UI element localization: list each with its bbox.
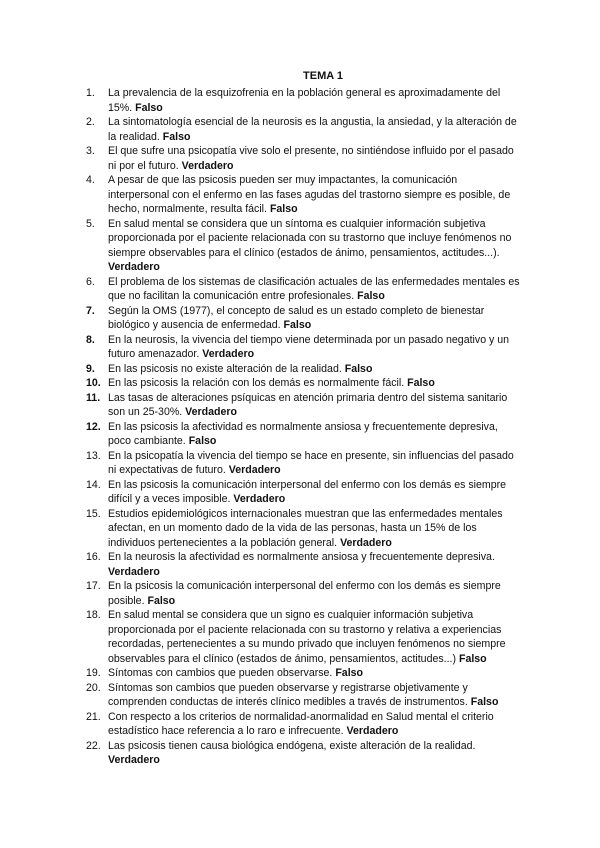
item-number: 19. <box>86 667 101 679</box>
list-item <box>86 507 520 551</box>
item-content <box>108 217 520 275</box>
item-content <box>108 173 520 217</box>
item-content <box>108 579 520 608</box>
list-item <box>86 739 520 768</box>
answer-label: Verdadero <box>108 565 160 578</box>
list-item <box>86 608 520 666</box>
item-content <box>108 449 520 478</box>
question-text: El problema de los sistemas de clasificación actuales de las enfermedades mentales es que no facilitan la comunicación entre profesionales. <box>108 275 520 302</box>
answer-label: Verdadero <box>181 159 234 172</box>
question-text: En salud mental se considera que un signo es cualquier información subjetiva proporcionada por el paciente relacionada con su trastorno y relativa a experiencias recordadas, pertenecientes a su mundo privado que incluyen fenómenos no siempre observables para el clínico (estados de ánimo, pensamientos, actitudes...) <box>108 609 506 665</box>
question-text: En las psicosis la afectividad es normalmente ansiosa y frecuentemente depresiva, poco cambiante. <box>108 420 498 447</box>
answer-label: Falso <box>147 594 176 607</box>
item-content <box>108 550 520 579</box>
item-number: 18. <box>86 609 101 621</box>
list-item <box>86 333 520 362</box>
question-text: En salud mental se considera que un síntoma es cualquier información subjetiva proporcionada por el paciente relacionada con su trastorno que incluye fenómenos no siempre observables para el clínico (estados de ánimo, pensamientos, actitudes...). <box>108 217 512 259</box>
item-number: 5. <box>86 217 95 230</box>
list-item <box>86 362 520 377</box>
list-item <box>86 420 520 449</box>
answer-label: Falso <box>470 696 499 708</box>
item-number: 20. <box>86 681 101 694</box>
question-text: La prevalencia de la esquizofrenia en la población general es aproximadamente del 15%. <box>108 87 501 114</box>
item-number: 13. <box>86 449 101 462</box>
list-item <box>86 376 520 391</box>
item-number: 15. <box>86 507 101 520</box>
list-item <box>86 579 520 608</box>
item-content <box>108 608 520 666</box>
answer-label: Falso <box>335 667 363 679</box>
answer-label: Falso <box>162 130 191 143</box>
question-text: La sintomatología esencial de la neurosis es la angustia, la ansiedad, y la alteración de la realidad. <box>108 116 517 143</box>
item-number: 14. <box>86 478 101 491</box>
list-item <box>86 681 520 710</box>
item-content <box>108 391 520 420</box>
answer-label: Falso <box>344 362 373 375</box>
item-number: 12. <box>86 420 101 433</box>
answer-label: Falso <box>407 377 435 389</box>
item-content <box>108 681 520 710</box>
item-content <box>108 115 520 144</box>
answer-label: Verdadero <box>233 493 286 505</box>
question-text: En las psicosis la relación con los demás es normalmente fácil. <box>108 377 405 389</box>
question-text: Estudios epidemiológicos internacionales muestran que las enfermedades mentales afectan, en un momento dado de la vida de las personas, hasta un 15% de los individuos pertenecientes a la población general. <box>108 507 503 549</box>
answer-label: Verdadero <box>228 464 281 476</box>
item-number: 10. <box>86 377 101 389</box>
item-number: 21. <box>86 710 101 723</box>
answer-label: Verdadero <box>202 348 255 360</box>
question-text: El que sufre una psicopatía vive solo el presente, no sintiéndose influido por el pasado ni por el futuro. <box>108 145 514 172</box>
answer-label: Verdadero <box>185 406 237 418</box>
item-number: 11. <box>86 391 101 404</box>
item-number: 4. <box>86 174 95 186</box>
question-text: En las psicosis no existe alteración de la realidad. <box>108 362 342 375</box>
item-content <box>108 304 520 333</box>
list-item <box>86 710 520 739</box>
question-text: En las psicosis la comunicación interpersonal del enfermo con los demás es siempre difícil y a veces imposible. <box>108 478 507 505</box>
item-content <box>108 478 520 507</box>
item-content <box>108 710 520 739</box>
question-text: Las psicosis tienen causa biológica endógena, existe alteración de la realidad. <box>108 739 476 752</box>
page-title: TEMA 1 <box>303 70 343 82</box>
item-content <box>108 144 520 173</box>
answer-label: Verdadero <box>340 536 392 549</box>
list-item <box>86 144 520 173</box>
item-number: 9. <box>86 362 95 375</box>
question-text: Las tasas de alteraciones psíquicas en atención primaria dentro del sistema sanitario son un 25-30%. <box>108 391 508 418</box>
item-content <box>108 666 520 681</box>
item-number: 3. <box>86 145 95 157</box>
answer-label: Verdadero <box>108 261 160 273</box>
answer-label: Falso <box>188 435 217 447</box>
answer-label: Falso <box>269 203 298 215</box>
item-content <box>108 86 520 115</box>
item-content <box>108 333 520 362</box>
item-number: 17. <box>86 580 101 592</box>
list-item <box>86 86 520 115</box>
list-item <box>86 115 520 144</box>
question-text: Según la OMS (1977), el concepto de salud es un estado completo de bienestar biológico y ausencia de enfermedad. <box>108 304 485 331</box>
list-item <box>86 449 520 478</box>
item-number: 7. <box>86 304 95 317</box>
question-text: Síntomas son cambios que pueden observarse y registrarse objetivamente y comprenden conductas de interés clínico medibles a través de instrumentos. <box>108 681 468 708</box>
answer-label: Falso <box>357 290 385 302</box>
question-text: Síntomas con cambios que pueden observarse. <box>108 667 333 679</box>
list-item <box>86 275 520 304</box>
list-item <box>86 478 520 507</box>
item-content <box>108 275 520 304</box>
list-item <box>86 666 520 681</box>
answer-label: Verdadero <box>108 754 160 766</box>
list-item <box>86 217 520 275</box>
question-text: Con respecto a los criterios de normalidad-anormalidad en Salud mental el criterio estadístico hace referencia a lo raro e infrecuente. <box>108 710 494 737</box>
list-item <box>86 173 520 217</box>
item-content <box>108 739 520 768</box>
question-text: En la psicosis la comunicación interpersonal del enfermo con los demás es siempre posible. <box>108 580 501 607</box>
answer-label: Verdadero <box>346 725 399 737</box>
item-number: 16. <box>86 551 101 563</box>
question-text: En la neurosis, la vivencia del tiempo viene determinada por un pasado negativo y un futuro amenazador. <box>108 333 510 360</box>
answer-label: Falso <box>135 101 163 114</box>
list-item <box>86 304 520 333</box>
item-number: 2. <box>86 116 95 128</box>
item-content <box>108 376 520 391</box>
answer-label: Falso <box>458 652 487 665</box>
answer-label: Falso <box>283 319 312 331</box>
list-item <box>86 550 520 579</box>
item-number: 8. <box>86 333 95 346</box>
item-content <box>108 507 520 551</box>
question-text: A pesar de que las psicosis pueden ser muy impactantes, la comunicación interpersonal con el enfermo en las fases agudas del trastorno siempre es posible, de hecho, normalmente, resulta fácil. <box>108 174 511 215</box>
question-list <box>86 86 520 768</box>
question-text: En la psicopatía la vivencia del tiempo se hace en presente, sin influencias del pasado ni expectativas de futuro. <box>108 449 514 476</box>
item-number: 1. <box>86 87 95 99</box>
item-content <box>108 362 520 377</box>
question-text: En la neurosis la afectividad es normalmente ansiosa y frecuentemente depresiva. <box>108 551 495 563</box>
item-content <box>108 420 520 449</box>
list-item <box>86 391 520 420</box>
item-number: 6. <box>86 275 95 288</box>
item-number: 22. <box>86 739 101 752</box>
